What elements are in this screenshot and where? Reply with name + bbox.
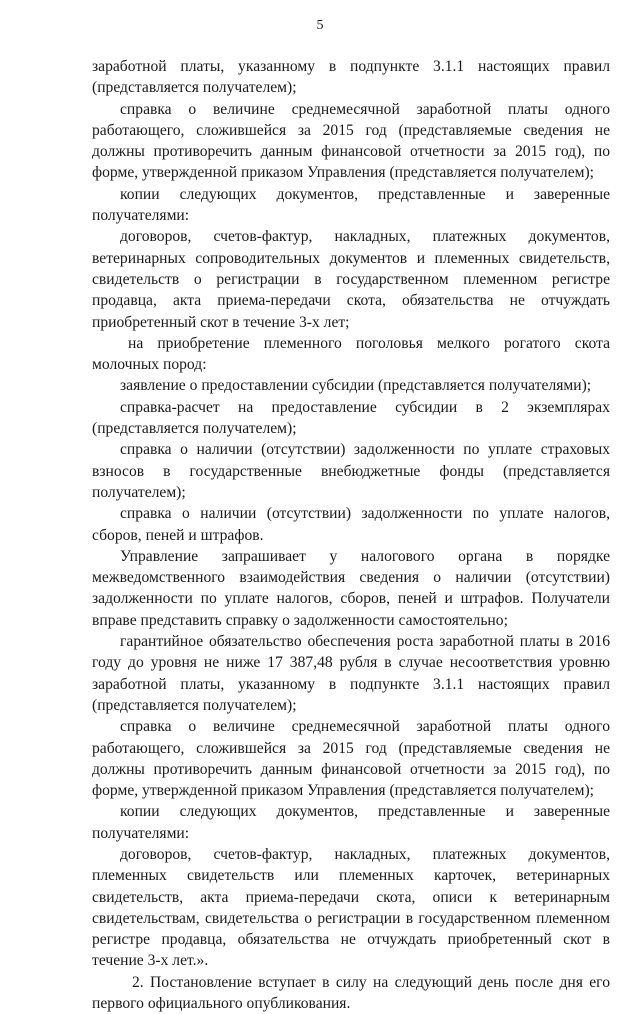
paragraph: договоров, счетов-фактур, накладных, платежных документов, племенных свидетельств или племенных карточек, ветеринарных свидетельств, акта приема-передачи скота, описи к ветеринарным свидетельствам, свидетельства о регистрации в государственном племенном регистре продавца, обязательства не отчуждать приобретенный скот в течение 3-х лет.». (92, 845, 610, 970)
paragraph: копии следующих документов, представленные и заверенные получателями: (92, 803, 610, 842)
paragraph: справка о наличии (отсутствии) задолженности по уплате страховых взносов в государственные внебюджетные фонды (представляется получателем); (92, 441, 610, 501)
paragraph: на приобретение племенного поголовья мелкого рогатого скота молочных пород: (92, 334, 610, 374)
paragraph: договоров, счетов-фактур, накладных, платежных документов, ветеринарных сопроводительных документов и племенных свидетельств, свидетельств о регистрации в государственном племенном регистре продавца, акта приема-передачи скота, обязательства не отчуждать приобретенный скот в течение 3-х лет; (92, 228, 610, 331)
paragraph: справка о величине среднемесячной заработной платы одного работающего, сложившейся за 2015 год (представляемые сведения не должны противоречить данным финансовой отчетности за 2015 год), по форме, утвержденной приказом Управления (представляется получателем); (92, 718, 610, 800)
page-number: 5 (316, 18, 324, 33)
paragraph: заработной платы, указанному в подпункте 3.1.1 настоящих правил (представляется получателем); (92, 58, 610, 97)
paragraph: справка о величине среднемесячной заработной платы одного работающего, сложившейся за 2015 год (представляемые сведения не должны противоречить данным финансовой отчетности за 2015 год), по форме, утвержденной приказом Управления (представляется получателем); (92, 100, 610, 182)
paragraph: копии следующих документов, представленные и заверенные получателями: (92, 185, 610, 225)
paragraph: 2. Постановление вступает в силу на следующий день после дня его первого официального опубликования. (92, 973, 610, 1013)
paragraph: Управление запрашивает у налогового органа в порядке межведомственного взаимодействия сведения о наличии (отсутствии) задолженности по уплате налогов, сборов, пеней и штрафов. Получатели вправе представить справку о задолженности самостоятельно; (92, 547, 610, 629)
paragraph: заявление о предоставлении субсидии (представляется получателями); (120, 377, 592, 395)
paragraph: справка-расчет на предоставление субсидии в 2 экземплярах (представляется получателем); (92, 398, 610, 438)
document-body (92, 56, 610, 1014)
paragraph: справка о наличии (отсутствии) задолженности по уплате налогов, сборов, пеней и штрафов. (92, 505, 610, 544)
paragraph: гарантийное обязательство обеспечения роста заработной платы в 2016 году до уровня не ниже 17 387,48 рубля в случае несоответствия уровню заработной платы, указанному в подпункте 3.1.1 настоящих правил (представляется получателем); (92, 633, 610, 714)
